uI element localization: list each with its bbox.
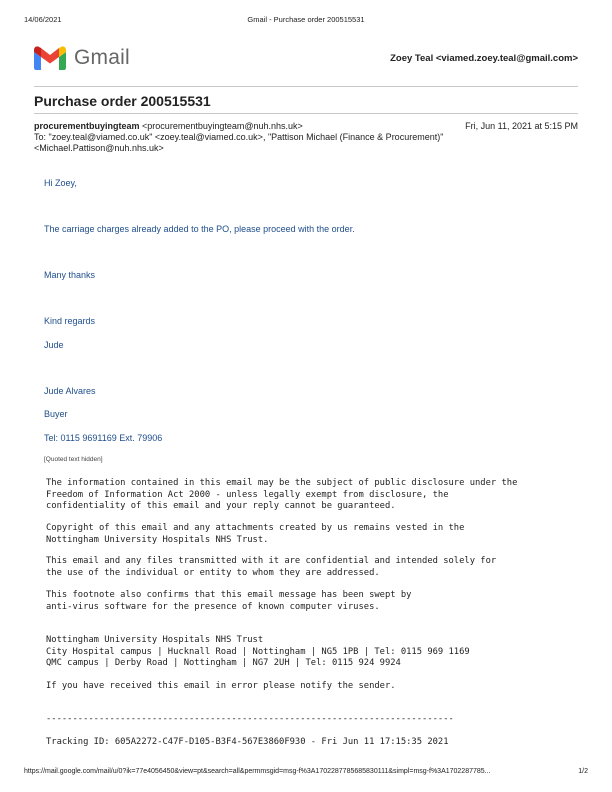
recipients-line-2: <Michael.Pattison@nuh.nhs.uk> (34, 143, 164, 153)
disclaimer-copyright: Copyright of this email and any attachments created by us remains vested in the Nottingham University Hospitals NHS Trust. (46, 523, 465, 545)
disclaimer-antivirus: This footnote also confirms that this email message has been swept by anti-virus software for the presence of known computer viruses. (46, 590, 412, 612)
signature-role: Buyer (44, 409, 68, 419)
top-divider (34, 86, 578, 87)
signature-short: Jude (44, 340, 64, 350)
thanks: Many thanks (44, 270, 96, 280)
gmail-logo (34, 44, 134, 72)
signature-phone: Tel: 0115 9691169 Ext. 79906 (44, 433, 163, 443)
disclaimer-error: If you have received this email in error please notify the sender. (46, 681, 396, 691)
sender (34, 121, 303, 131)
body-line: The carriage charges already added to the PO, please proceed with the order. (44, 224, 355, 234)
tracking-id: Tracking ID: 605A2272-C47F-D105-B3F4-567E3860F930 - Fri Jun 11 17:15:35 2021 (46, 737, 449, 747)
gmail-m-icon (34, 46, 66, 71)
sender-email: <procurementbuyingteam@nuh.nhs.uk> (142, 121, 303, 131)
message-date: Fri, Jun 11, 2021 at 5:15 PM (465, 121, 578, 131)
gmail-wordmark: Gmail (74, 46, 130, 69)
print-title: Gmail - Purchase order 200515531 (247, 15, 365, 24)
regards: Kind regards (44, 316, 96, 326)
account-address: Zoey Teal <viamed.zoey.teal@gmail.com> (390, 53, 578, 64)
print-url: https://mail.google.com/mail/u/0?ik=77e4056450&view=pt&search=all&permmsgid=msg-f%3A1702287785685830111&simpl=msg-f%3A1702287785... (24, 768, 491, 775)
page-number: 1/2 (578, 768, 588, 775)
disclaimer-confidential: This email and any files transmitted with it are confidential and intended solely for the use of the individual or entity to whom they are addressed. (46, 556, 497, 578)
recipients-line-1: To: "zoey.teal@viamed.co.uk" <zoey.teal@viamed.co.uk>, "Pattison Michael (Finance & Procurement)" (34, 132, 444, 142)
disclaimer-foi: The information contained in this email may be the subject of public disclosure under the Freedom of Information Act 2000 - unless legally exempt from disclosure, the confidentiality of this email and your reply cannot be guaranteed. (46, 478, 518, 512)
separator-line: ----------------------------------------------------------------------------- (46, 714, 454, 724)
subject-divider (34, 113, 578, 114)
signature-name: Jude Alvares (44, 386, 96, 396)
greeting: Hi Zoey, (44, 178, 77, 188)
quoted-text-hidden: [Quoted text hidden] (44, 456, 103, 463)
print-date: 14/06/2021 (24, 15, 62, 24)
email-subject: Purchase order 200515531 (34, 93, 211, 109)
trust-address: Nottingham University Hospitals NHS Trust City Hospital campus | Hucknall Road | Nottingham | NG5 1PB | Tel: 0115 969 1169 QMC campus | Derby Road | Nottingham | NG7 2UH | Tel: 0115 924 9924 (46, 635, 470, 669)
sender-name: procurementbuyingteam (34, 121, 140, 131)
